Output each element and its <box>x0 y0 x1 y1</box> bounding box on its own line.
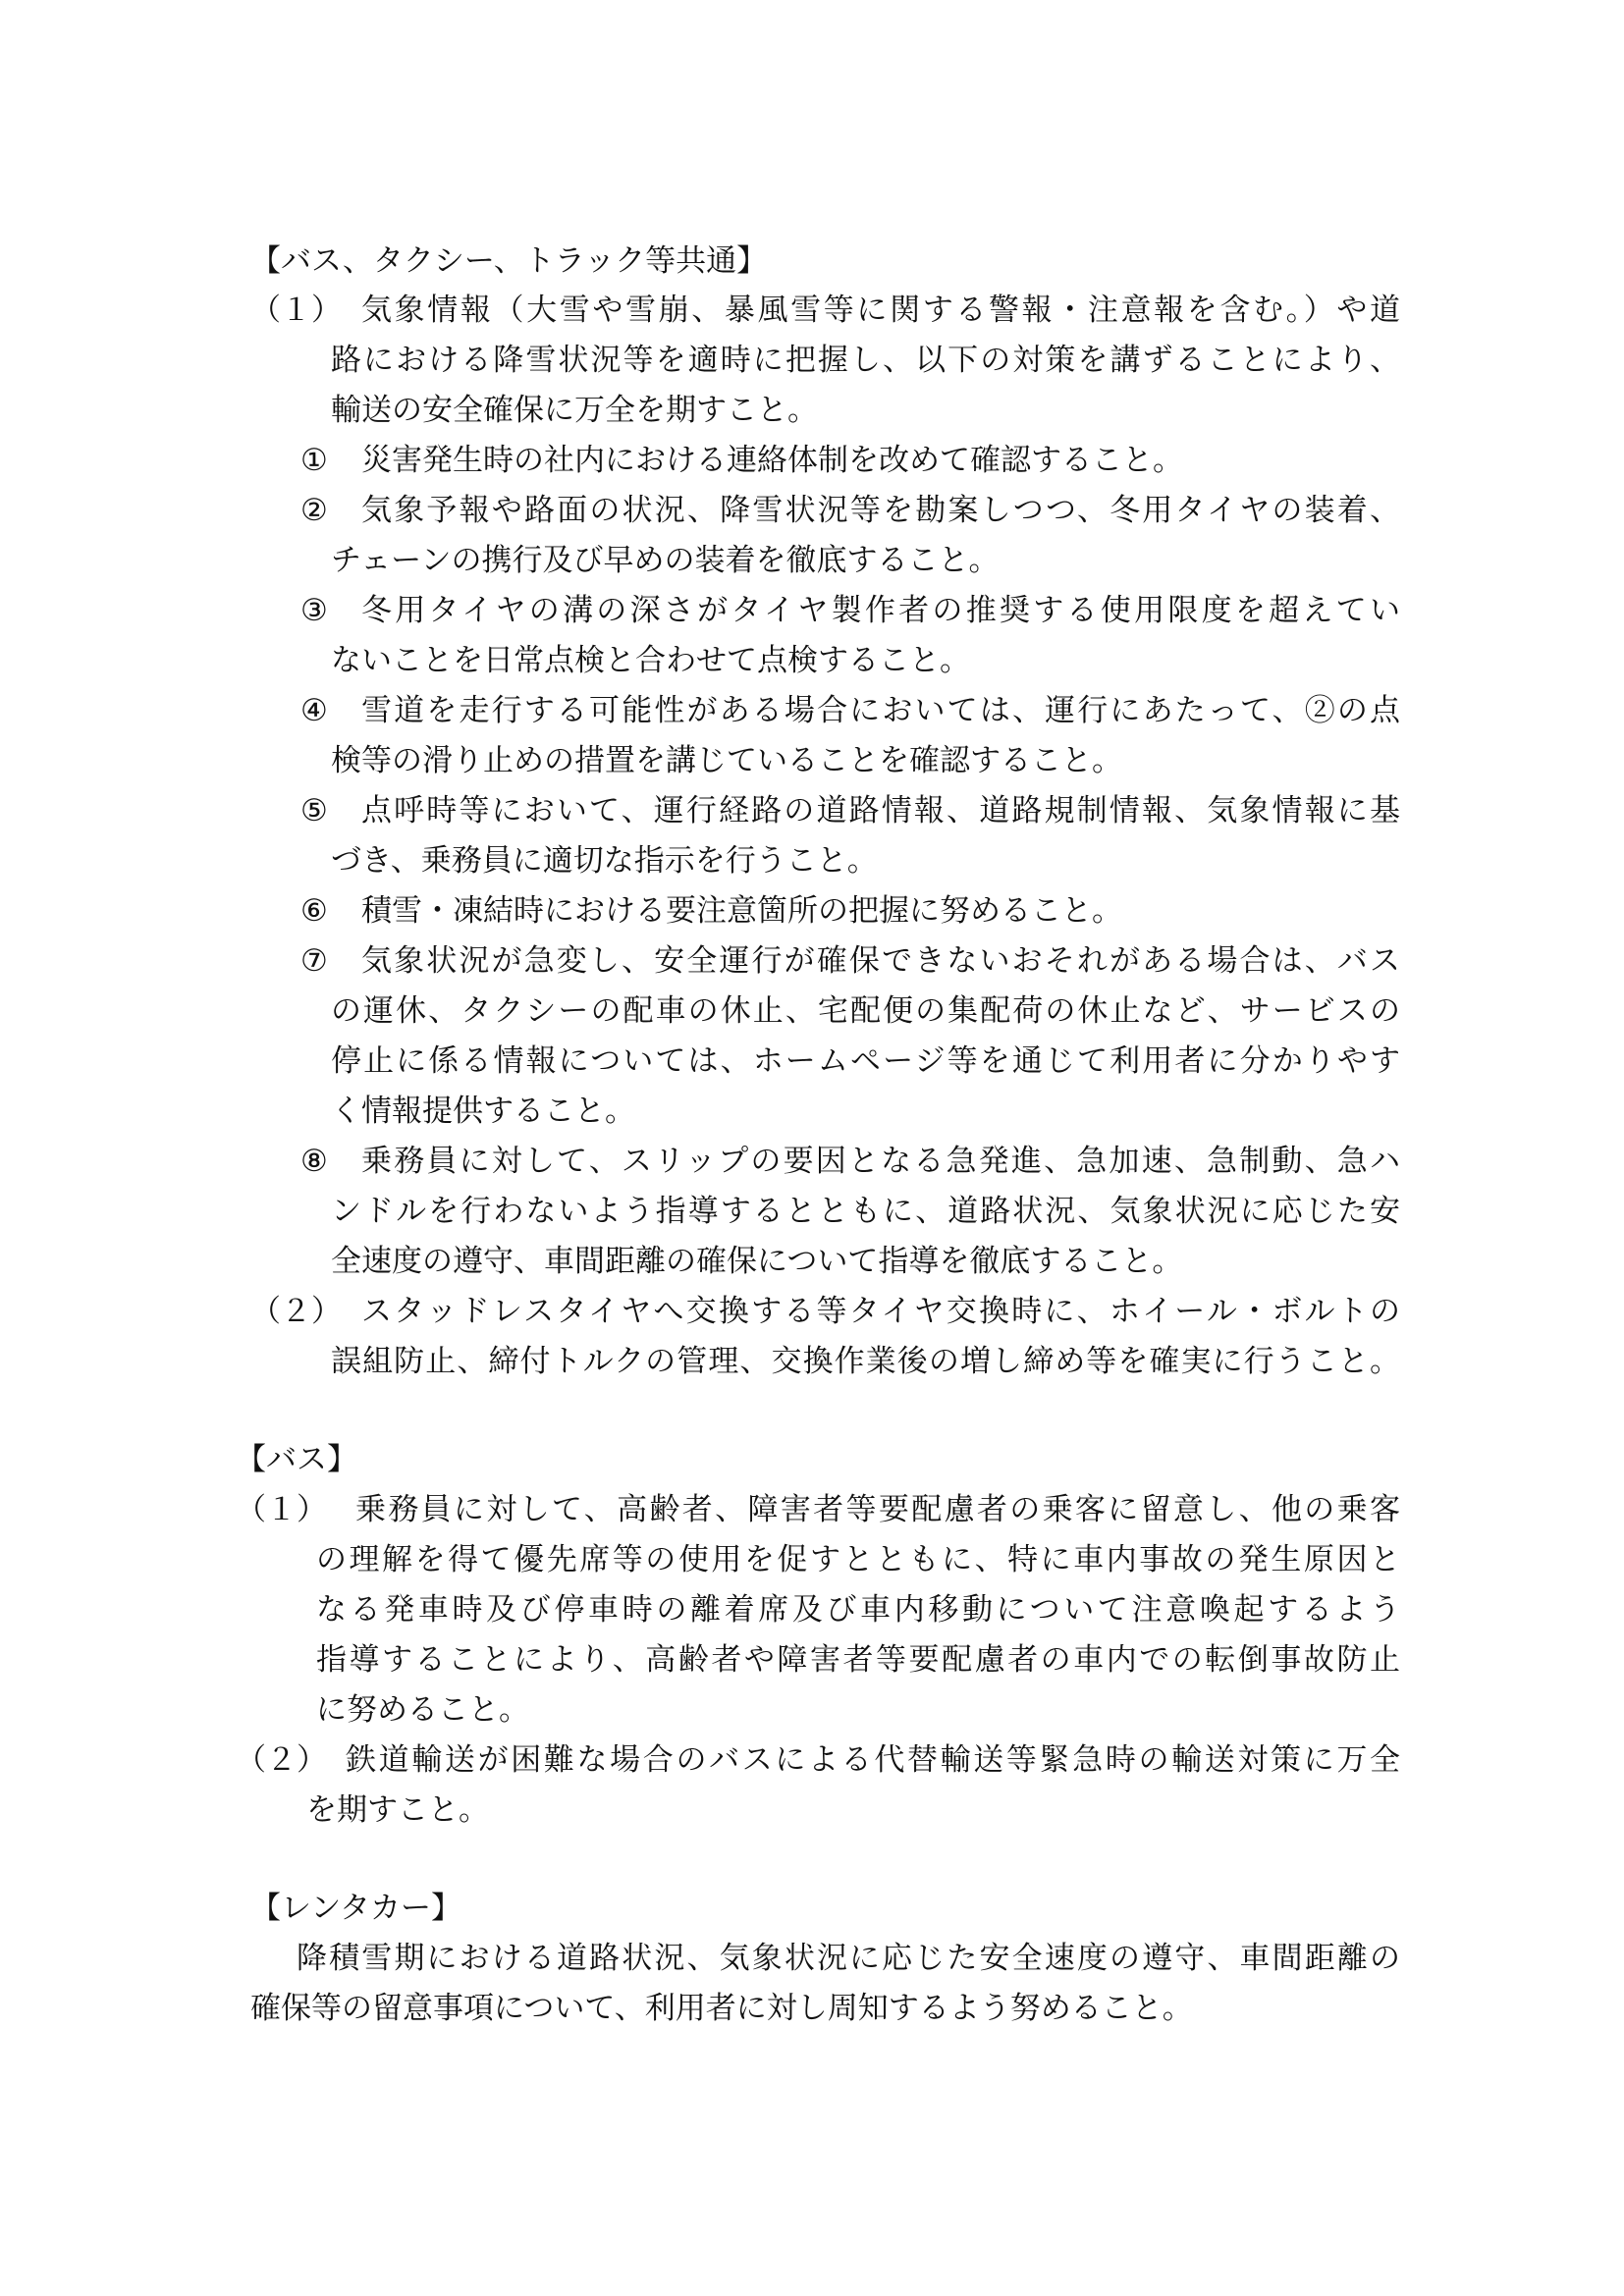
section-heading-common: 【バス、タクシー、トラック等共通】 <box>250 243 768 279</box>
subitem-mark: ⑧ <box>300 1144 328 1179</box>
subitem-text-line: く情報提供すること。 <box>331 1094 635 1129</box>
subitem-text-line: 冬用タイヤの溝の深さがタイヤ製作者の推奨する使用限度を超えてい <box>361 593 1400 628</box>
subitem-mark: ① <box>300 443 328 478</box>
item-number: （２） <box>236 1742 327 1778</box>
subitem-text-line: 全速度の遵守、車間距離の確保について指導を徹底すること。 <box>331 1244 1183 1279</box>
subitem-text-line: 停止に係る情報については、ホームページ等を通じて利用者に分かりやす <box>331 1043 1400 1079</box>
body-text-line: 降積雪期における道路状況、気象状況に応じた安全速度の遵守、車間距離の <box>297 1941 1400 1976</box>
item-number: （１） <box>250 293 342 328</box>
subitem-mark: ⑦ <box>300 943 328 979</box>
subitem-text-line: の運休、タクシーの配車の休止、宅配便の集配荷の休止など、サービスの <box>331 993 1400 1029</box>
subitem-mark: ② <box>300 493 328 528</box>
item-text-line: の理解を得て優先席等の使用を促すとともに、特に車内事故の発生原因と <box>316 1542 1400 1577</box>
subitem-text-line: づき、乗務員に適切な指示を行うこと。 <box>331 843 878 879</box>
body-text-line: 確保等の留意事項について、利用者に対し周知するよう努めること。 <box>250 1991 1193 2026</box>
subitem-text-line: 気象状況が急変し、安全運行が確保できないおそれがある場合は、バス <box>361 943 1400 979</box>
item-text-line: 輸送の安全確保に万全を期すこと。 <box>331 393 818 428</box>
subitem-text-line: 乗務員に対して、スリップの要因となる急発進、急加速、急制動、急ハ <box>361 1144 1400 1179</box>
item-text-line: に努めること。 <box>316 1692 529 1728</box>
subitem-mark: ④ <box>300 693 328 728</box>
item-text-line: 鉄道輸送が困難な場合のバスによる代替輸送等緊急時の輸送対策に万全 <box>346 1742 1400 1778</box>
item-text-line: 乗務員に対して、高齢者、障害者等要配慮者の乗客に留意し、他の乗客 <box>355 1492 1400 1527</box>
subitem-text-line: 気象予報や路面の状況、降雪状況等を勘案しつつ、冬用タイヤの装着、 <box>361 493 1400 528</box>
subitem-text-line: ないことを日常点検と合わせて点検すること。 <box>331 643 970 678</box>
item-text-line: なる発車時及び停車時の離着席及び車内移動について注意喚起するよう <box>316 1592 1400 1628</box>
subitem-text-line: 積雪・凍結時における要注意箇所の把握に努めること。 <box>361 893 1122 929</box>
item-text-line: 指導することにより、高齢者や障害者等要配慮者の車内での転倒事故防止 <box>316 1642 1400 1678</box>
subitem-mark: ⑥ <box>300 893 328 929</box>
subitem-text-line: 検等の滑り止めの措置を講じていることを確認すること。 <box>331 743 1122 778</box>
item-text-line: を期すこと。 <box>306 1792 489 1828</box>
item-text-line: スタッドレスタイヤへ交換する等タイヤ交換時に、ホイール・ボルトの <box>361 1294 1400 1329</box>
subitem-text-line: 雪道を走行する可能性がある場合においては、運行にあたって、②の点 <box>361 693 1400 728</box>
item-text-line: 気象情報（大雪や雪崩、暴風雪等に関する警報・注意報を含む。）や道 <box>361 293 1400 328</box>
subitem-text-line: 災害発生時の社内における連絡体制を改めて確認すること。 <box>361 443 1183 478</box>
item-text-line: 路における降雪状況等を適時に把握し、以下の対策を講ずることにより、 <box>331 343 1400 378</box>
subitem-mark: ③ <box>300 593 328 628</box>
item-number: （１） <box>236 1492 327 1527</box>
subitem-text-line: チェーンの携行及び早めの装着を徹底すること。 <box>331 543 1000 578</box>
item-text-line: 誤組防止、締付トルクの管理、交換作業後の増し締め等を確実に行うこと。 <box>331 1344 1400 1379</box>
section-heading-bus: 【バス】 <box>236 1442 357 1477</box>
subitem-mark: ⑤ <box>300 793 328 828</box>
section-heading-rental: 【レンタカー】 <box>250 1891 461 1926</box>
subitem-text-line: ンドルを行わないよう指導するとともに、道路状況、気象状況に応じた安 <box>331 1194 1400 1229</box>
subitem-text-line: 点呼時等において、運行経路の道路情報、道路規制情報、気象情報に基 <box>361 793 1400 828</box>
item-number: （２） <box>250 1294 342 1329</box>
